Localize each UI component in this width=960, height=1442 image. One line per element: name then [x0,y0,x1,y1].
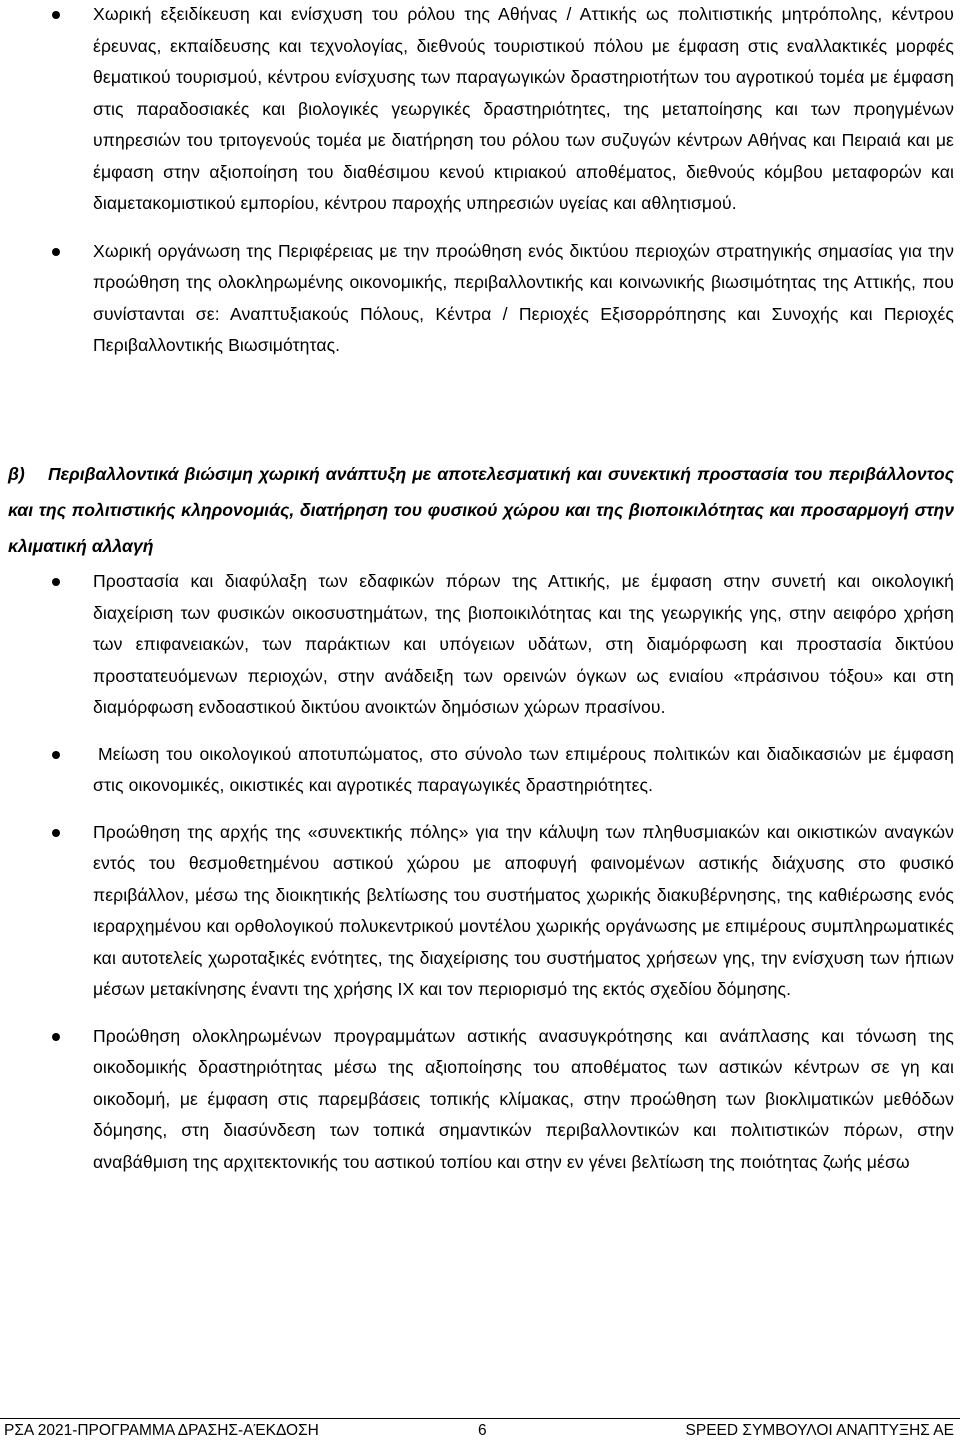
list-item [0,0,960,220]
footer-page-number: 6 [478,1422,487,1439]
section-title: Περιβαλλοντικά βιώσιμη χωρική ανάπτυξη με αποτελεσματική και συνεκτική προστασία του περιβάλλοντος και της πολιτιστικής κληρονομιάς, διατήρηση του φυσικού χώρου και της βιοποικιλότητας και προσαρμογή στην κλιματική αλλαγή [8,464,954,556]
bullet-text: Χωρική οργάνωση της Περιφέρειας με την προώθηση ενός δικτύου περιοχών στρατηγικής σημασίας για την προώθηση της ολοκληρωμένης οικονομικής, περιβαλλοντικής και κοινωνικής βιωσιμότητας της Αττικής, που συνίστανται σε: Αναπτυξιακούς Πόλους, Κέντρα / Περιοχές Εξισορρόπησης και Συνοχής και Περιοχές Περιβαλλοντικής Βιωσιμότητας. [93,240,954,355]
bullet-icon [52,751,60,759]
bullet-icon [52,11,60,19]
footer-company: SPEED ΣΥΜΒΟΥΛΟΙ ΑΝΑΠΤΥΞΗΣ ΑΕ [685,1422,954,1439]
list-item [0,817,960,1006]
list-item [0,236,960,362]
list-item [0,739,960,802]
list-item [0,566,960,724]
bullet-text: Προώθηση ολοκληρωμένων προγραμμάτων αστικής ανασυγκρότησης και ανάπλασης και τόνωση της οικοδομικής δραστηριότητας μέσω της αξιοποίησης του αποθέματος των αστικών κέντρων σε γη και οικοδομή, με έμφαση στις παρεμβάσεις τοπικής κλίμακας, στην προώθηση των βιοκλιματικών μεθόδων δόμησης, στη διασύνδεση των τοπικά σημαντικών περιβαλλοντικών και πολιτιστικών πόρων, στην αναβάθμιση της αρχιτεκτονικής του αστικού τοπίου και στην εν γένει βελτίωση της ποιότητας ζωής μέσω [93,1025,954,1172]
bullet-icon [52,829,60,837]
page-footer [0,1418,960,1442]
list-item [0,1021,960,1179]
bullet-icon [52,248,60,256]
footer-document-title: ΡΣΑ 2021-ΠΡΟΓΡΑΜΜΑ ΔΡΑΣΗΣ-ΑΈΚΔΟΣΗ [4,1422,319,1439]
section-b-bullet-list [0,566,960,1178]
intro-bullet-list [0,0,960,362]
bullet-text: Προώθηση της αρχής της «συνεκτικής πόλης» για την κάλυψη των πληθυσμιακών και οικιστικών αναγκών εντός του θεσμοθετημένου αστικού χώρου με αποφυγή φαινομένων αστικής διάχυσης στο φυσικό περιβάλλον, μέσω της διοικητικής βελτίωσης του συστήματος χωρικής διακυβέρνησης, της καθιέρωσης ενός ιεραρχημένου και ορθολογικού πολυκεντρικού μοντέλου χωρικής οργάνωσης με επιμέρους συμπληρωματικές και αυτοτελείς χωροταξικές ενότητες, της διαχείρισης του συστήματος χρήσεων γης, την ενίσχυση των ήπιων μέσων μετακίνησης έναντι της χρήσης ΙΧ και τον περιορισμό της εκτός σχεδίου δόμησης. [93,821,954,999]
section-label: β) [8,464,25,484]
bullet-text: Μείωση του οικολογικού αποτυπώματος, στο σύνολο των επιμέρους πολιτικών και διαδικασιών με έμφαση στις οικονομικές, οικιστικές και αγροτικές παραγωγικές δραστηριότητες. [93,743,954,795]
section-heading [8,456,954,564]
bullet-icon [52,578,60,586]
bullet-text: Χωρική εξειδίκευση και ενίσχυση του ρόλου της Αθήνας / Αττικής ως πολιτιστικής μητρόπολης, κέντρου έρευνας, εκπαίδευσης και τεχνολογίας, διεθνούς τουριστικού πόλου με έμφαση στις εναλλακτικές μορφές θεματικού τουρισμού, κέντρου ενίσχυσης των παραγωγικών δραστηριοτήτων του αγροτικού τομέα με έμφαση στις παραδοσιακές και βιολογικές γεωργικές δραστηριότητες, της μεταποίησης και των προηγμένων υπηρεσιών του τριτογενούς τομέα με διατήρηση του ρόλου των συζυγών κέντρων Αθήνας και Πειραιά και με έμφαση στην αξιοποίηση του διαθέσιμου κενού κτιριακού αποθέματος, διεθνούς κόμβου μεταφορών και διαμετακομιστικού εμπορίου, κέντρου παροχής υπηρεσιών υγείας και αθλητισμού. [93,4,954,213]
bullet-text: Προστασία και διαφύλαξη των εδαφικών πόρων της Αττικής, με έμφαση στην συνετή και οικολογική διαχείριση των φυσικών οικοσυστημάτων, της βιοποικιλότητας και της γεωργικής γης, στην αειφόρο χρήση των επιφανειακών, των παράκτιων και υπόγειων υδάτων, στη διαμόρφωση και προστασία δικτύου προστατευόμενων περιοχών, στην ανάδειξη των ορεινών όγκων ως ενιαίου «πράσινου τόξου» και στη διαμόρφωση ενδοαστικού δικτύου ανοικτών δημόσιων χώρων πρασίνου. [93,571,954,717]
bullet-icon [52,1033,60,1041]
